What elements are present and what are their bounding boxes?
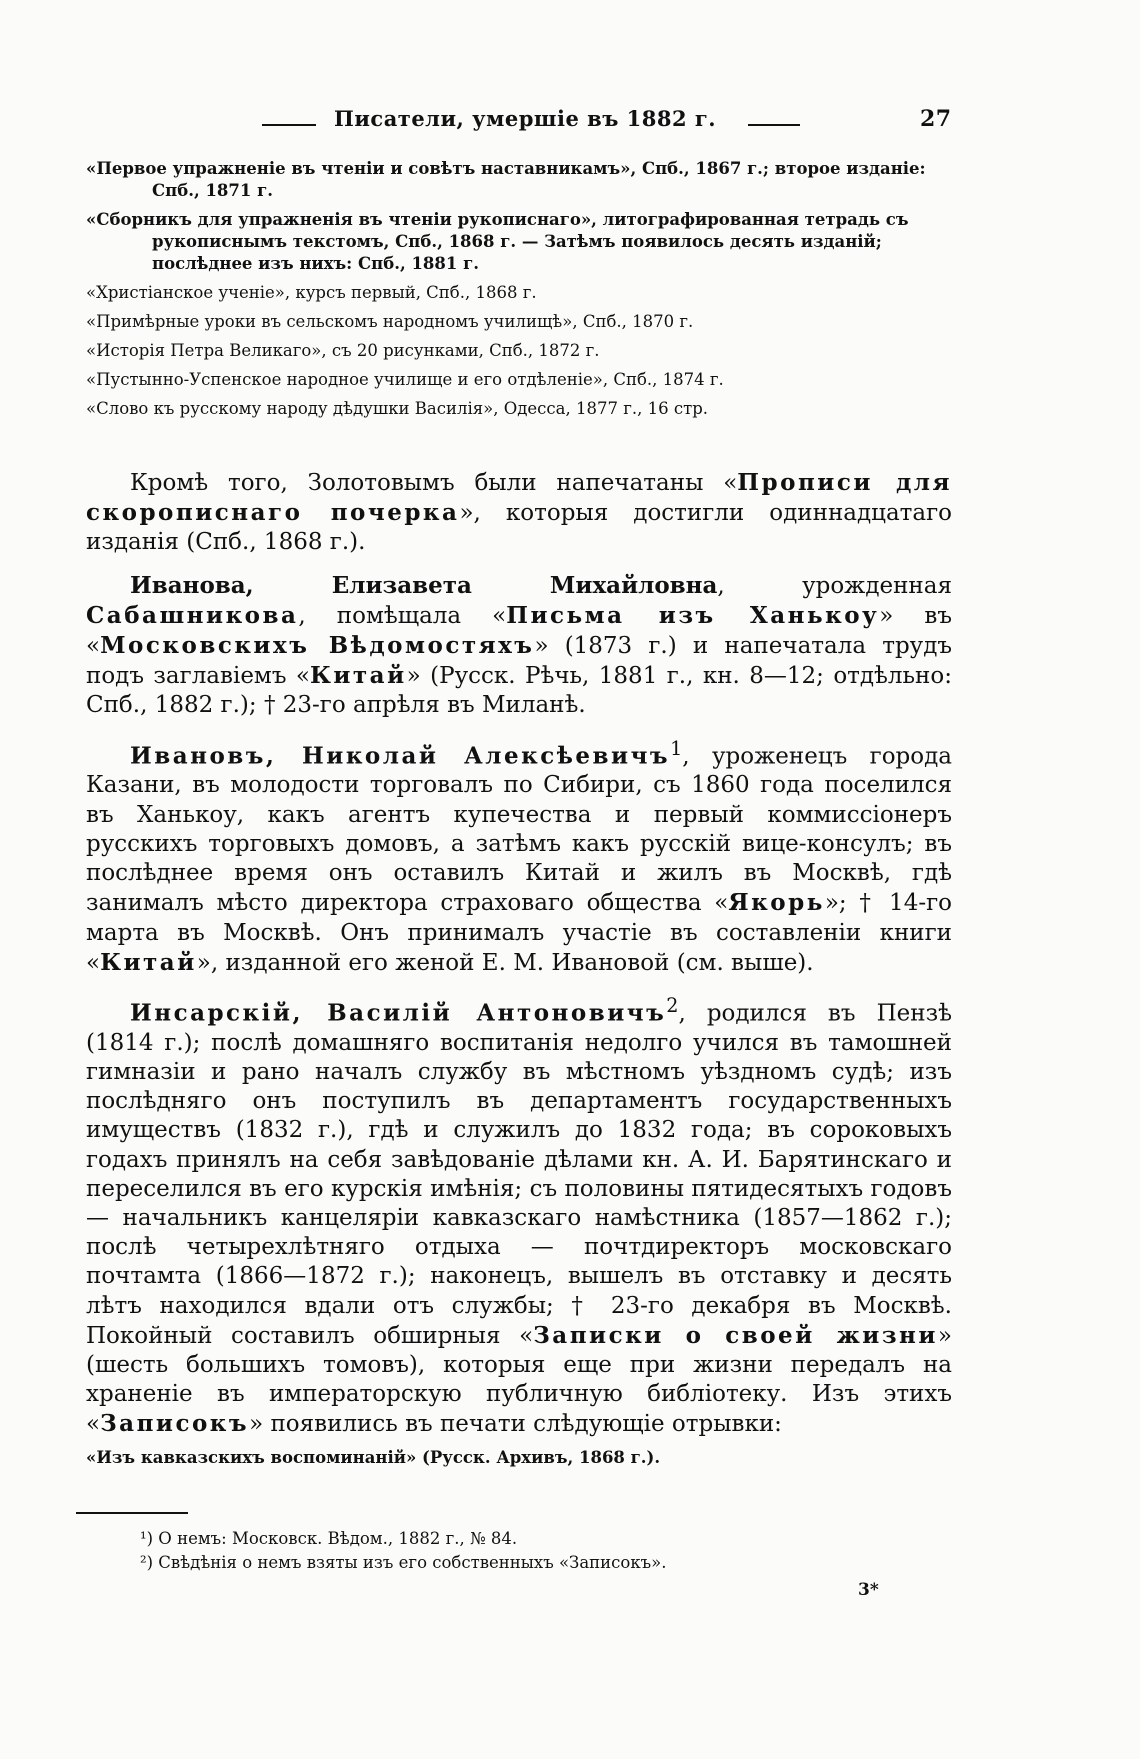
footnote-rule: [76, 1512, 188, 1514]
text-run: » (шесть большихъ томовъ), которыя еще при жизни передалъ на храненіе въ императорскую публичную библіотеку. Изъ этихъ «: [86, 1322, 952, 1438]
bibliography-entry: «Пустынно-Успенское народное училище и его отдѣленіе», Спб., 1874 г.: [86, 370, 724, 389]
bibliography-entry: «Исторія Петра Великаго», съ 20 рисунками, Спб., 1872 г.: [86, 341, 600, 360]
header-rule-left: [262, 124, 316, 126]
header-title: Писатели, умершіе въ 1882 г.: [334, 106, 717, 131]
entry-name: Ивановъ, Николай Алексѣевичъ: [130, 742, 671, 770]
footnote: ²) Свѣдѣнія о немъ взяты изъ его собственныхъ «Записокъ».: [140, 1553, 667, 1572]
text-run: », которыя достигли одиннадцатаго изданія (Спб., 1868 г.).: [86, 500, 952, 556]
text-run: , помѣщала «: [298, 602, 507, 629]
text-run: », изданной его женой Е. М. Ивановой (см. выше).: [196, 949, 814, 976]
paragraph-insarsky: [86, 991, 952, 1440]
text-run: »; † 14-го марта въ Москвѣ. Онъ принималъ участіе въ составленіи книги «: [86, 890, 952, 976]
header-rule-right: [748, 124, 800, 126]
text-run: Кромѣ того, Золотовымъ были напечатаны «: [130, 470, 738, 496]
periodical-title: Московскихъ Вѣдомостяхъ: [100, 632, 535, 660]
entry-name: Иванова, Елизавета Михайловна: [130, 571, 718, 599]
bibliography-entry: «Слово къ русскому народу дѣдушки Василія», Одесса, 1877 г., 16 стр.: [86, 399, 709, 418]
work-title: Китай: [100, 948, 197, 976]
text-run: , уроженецъ города Казани, въ молодости торговалъ по Сибири, съ 1860 года поселился въ Ханькоу, какъ агентъ купечества и первый коммиссіонеръ русскихъ торговыхъ домовъ, а затѣмъ какъ русскій вице-консулъ; въ послѣднее время онъ оставилъ Китай и жилъ въ Москвѣ, гдѣ занималъ мѣсто директора страховаго общества «: [86, 743, 952, 917]
footnote-ref[interactable]: 1: [670, 736, 683, 760]
signature-mark: 3*: [858, 1580, 879, 1600]
paragraph-ivanov: [86, 734, 952, 978]
paragraph-zolotov: [86, 468, 952, 558]
paragraph-ivanova: [86, 571, 952, 721]
work-title: Письма изъ Ханькоу: [506, 601, 880, 629]
work-title: Записки о своей жизни: [533, 1321, 938, 1349]
excerpt-line: «Изъ кавказскихъ воспоминаній» (Русск. Архивъ, 1868 г.).: [86, 1447, 661, 1467]
bibliography-entry: «Примѣрные уроки въ сельскомъ народномъ училищѣ», Спб., 1870 г.: [86, 312, 694, 331]
footnote-ref[interactable]: 2: [666, 993, 679, 1017]
bibliography-entry: «Сборникъ для упражненія въ чтеніи рукописнаго», литографированная тетрадь съ рукописнымъ текстомъ, Спб., 1868 г. — Затѣмъ появилось десять изданій; послѣднее изъ нихъ: Спб., 1881 г.: [86, 210, 909, 273]
running-header: [80, 104, 960, 144]
bibliography-list: [86, 158, 956, 427]
work-title: Записокъ: [100, 1410, 250, 1438]
text-run: » (1873 г.) и напечатала трудъ подъ заглавіемъ «: [86, 633, 953, 690]
maiden-name: Сабашникова: [86, 601, 299, 629]
text-run: » появились въ печати слѣдующіе отрывки:: [249, 1411, 782, 1438]
text-run: » (Русск. Рѣчь, 1881 г., кн. 8—12; отдѣльно: Спб., 1882 г.); † 23-го апрѣля въ Миланѣ.: [86, 663, 952, 719]
bibliography-entry: «Первое упражненіе въ чтеніи и совѣтъ наставникамъ», Спб., 1867 г.; второе изданіе: Спб., 1871 г.: [86, 159, 926, 200]
work-title: Прописи для скорописнаго почерка: [86, 469, 952, 527]
entry-name: Инсарскій, Василій Антоновичъ: [130, 999, 667, 1027]
company-name: Якорь: [728, 889, 825, 917]
footnote: ¹) О немъ: Московск. Вѣдом., 1882 г., № 84.: [140, 1529, 518, 1548]
bibliography-entry: «Христіанское ученіе», курсъ первый, Спб., 1868 г.: [86, 283, 537, 302]
text-run: » въ «: [86, 602, 952, 660]
footnotes: [140, 1527, 920, 1575]
text-run: , родился въ Пензѣ (1814 г.); послѣ домашняго воспитанія недолго учился въ тамошней гимназіи и рано началъ службу въ мѣстномъ уѣздномъ судѣ; изъ послѣдняго онъ поступилъ въ департаментъ государственныхъ имуществъ (1832 г.), гдѣ и служилъ до 1832 года; въ сороковыхъ годахъ принялъ на себя завѣдованіе дѣлами кн. А. И. Барятинскаго и переселился въ его курскія имѣнія; съ половины пятидесятыхъ годовъ — начальникъ канцеляріи кавказскаго намѣстника (1857—1862 г.); послѣ четырехлѣтняго отдыха — почтдиректоръ московскаго почтамта (1866—1872 г.); наконецъ, вышелъ въ отставку и десять лѣтъ находился вдали отъ службы; † 23-го декабря въ Москвѣ. Покойный составилъ обширныя «: [86, 1000, 952, 1349]
main-text: [86, 468, 952, 1469]
page-number: 27: [920, 106, 952, 132]
work-title: Китай: [309, 662, 407, 690]
text-run: , урожденная: [717, 572, 952, 599]
